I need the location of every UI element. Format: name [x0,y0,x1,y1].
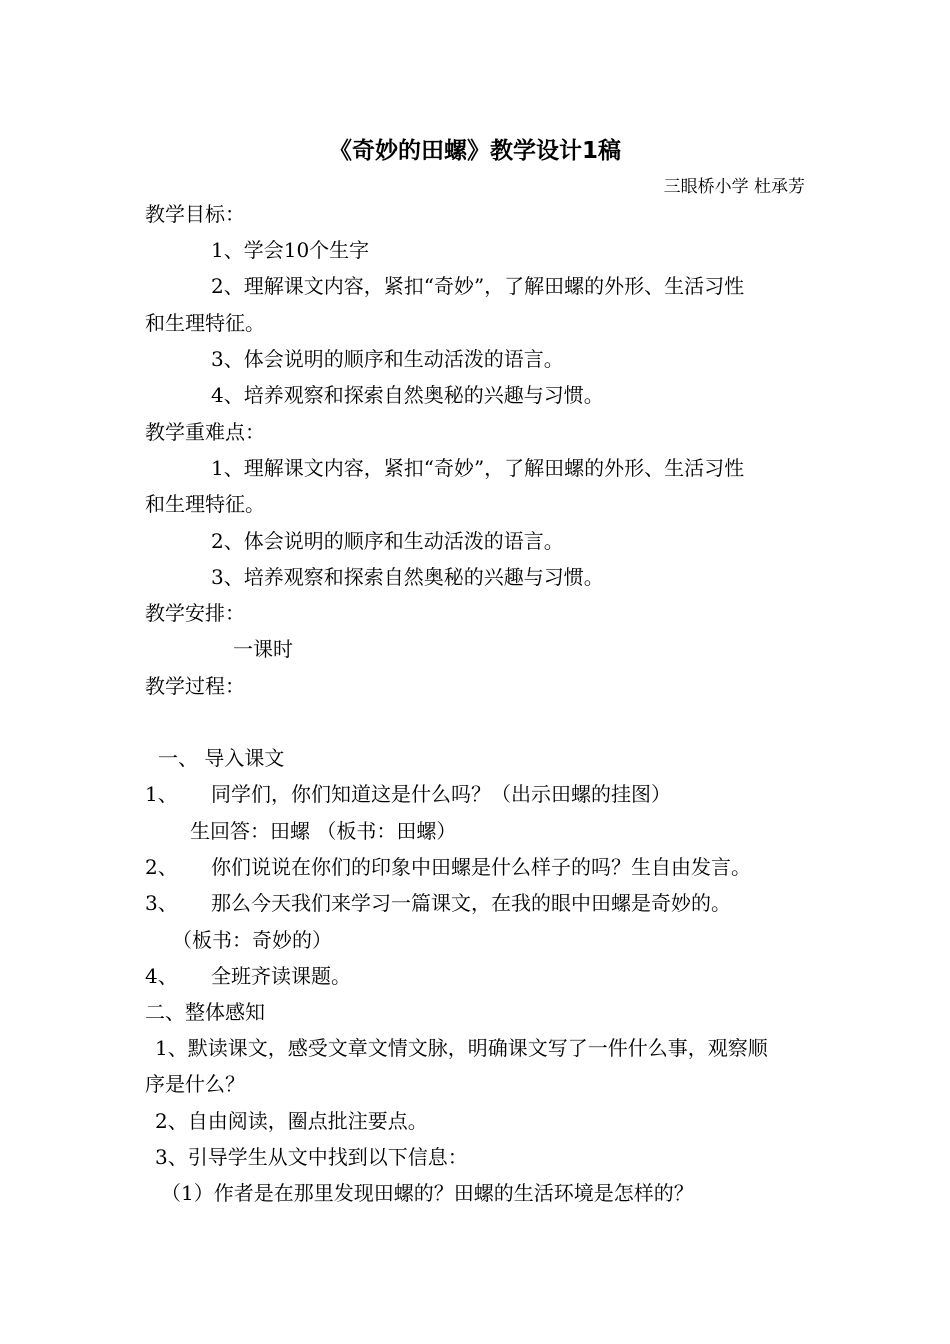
goal-item: 1、学会10个生字 [211,238,370,262]
process-heading: 教学过程： [145,674,245,698]
step-item [145,782,671,806]
section-heading: 二、整体感知 [145,1000,265,1024]
section-item: 3、引导学生从文中找到以下信息： [155,1145,468,1169]
schedule-heading: 教学安排： [145,601,245,625]
goal-item: 和生理特征。 [145,311,265,335]
step-text: 全班齐读课题。 [211,964,351,988]
step-text: （板书：奇妙的） [172,928,332,952]
step-text: 你们说说在你们的印象中田螺是什么样子的吗？生自由发言。 [211,855,751,879]
goal-item: 2、理解课文内容，紧扣“奇妙”，了解田螺的外形、生活习性 [211,274,745,298]
goals-heading: 教学目标： [145,202,245,226]
key-point-item: 和生理特征。 [145,492,265,516]
section-item: 2、自由阅读，圈点批注要点。 [155,1109,428,1133]
step-item [172,928,332,952]
section-item: 1、默读课文，感受文章文情文脉，明确课文写了一件什么事，观察顺 [155,1036,768,1060]
step-text: 那么今天我们来学习一篇课文，在我的眼中田螺是奇妙的。 [211,891,731,915]
goal-item: 3、体会说明的顺序和生动活泼的语言。 [211,347,564,371]
step-number: 3、 [145,891,178,915]
step-number: 4、 [145,964,178,988]
schedule-value: 一课时 [233,637,293,661]
author-line: 三眼桥小学 杜承芳 [663,177,805,197]
section-item: 序是什么？ [145,1072,245,1096]
step-number: 1、 [145,782,178,806]
step-item [145,855,751,879]
step-text: 生回答：田螺 （板书：田螺） [190,819,457,843]
step-item [190,819,456,843]
key-point-item: 3、培养观察和探索自然奥秘的兴趣与习惯。 [211,565,604,589]
key-point-item: 2、体会说明的顺序和生动活泼的语言。 [211,529,564,553]
section-heading: 一、 导入课文 [158,746,285,770]
goal-item: 4、培养观察和探索自然奥秘的兴趣与习惯。 [211,383,604,407]
document-title: 《奇妙的田螺》教学设计1稿 [328,138,621,164]
key-point-item: 1、理解课文内容，紧扣“奇妙”，了解田螺的外形、生活习性 [211,456,745,480]
section-item: （1）作者是在那里发现田螺的？田螺的生活环境是怎样的？ [161,1181,694,1205]
step-number: 2、 [145,855,178,879]
step-item [145,891,731,915]
key-points-heading: 教学重难点： [145,420,265,444]
step-text: 同学们，你们知道这是什么吗？（出示田螺的挂图） [211,782,671,806]
step-item [145,964,351,988]
